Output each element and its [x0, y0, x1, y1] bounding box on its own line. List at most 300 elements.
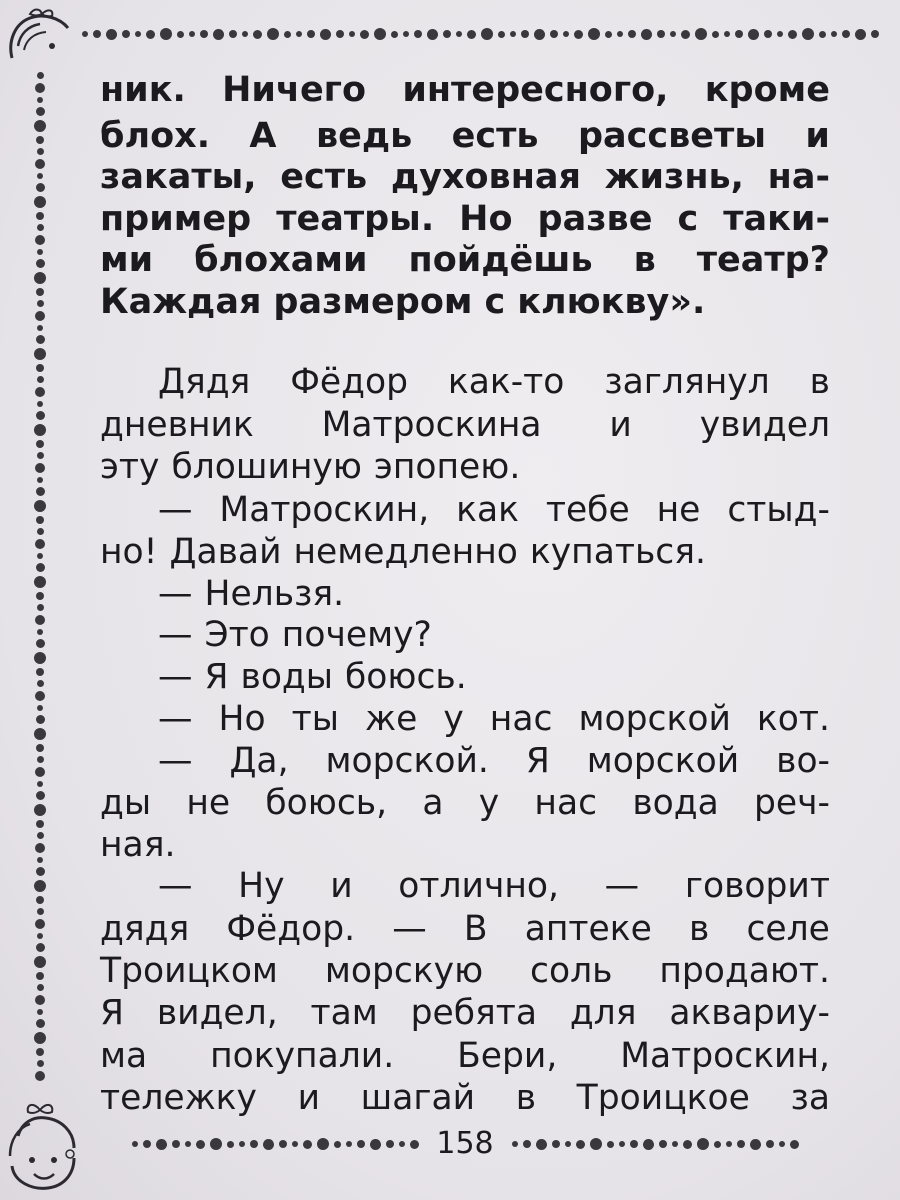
word: ребята: [410, 993, 537, 1033]
word: разве: [537, 199, 653, 239]
word: тележку: [100, 1078, 257, 1118]
word: —: [604, 866, 640, 906]
dot-ornament: [35, 311, 45, 321]
dot-ornament: [36, 259, 45, 268]
dot-ornament: [36, 1048, 44, 1056]
dot-ornament: [481, 28, 493, 40]
word: ник.: [100, 70, 186, 110]
word: в: [809, 362, 830, 402]
dot-ornament: [37, 1060, 44, 1067]
dot-ornament: [34, 424, 46, 436]
dot-ornament: [250, 1140, 258, 1148]
dot-ornament: [35, 235, 45, 245]
dot-ornament: [659, 1140, 667, 1148]
text-line: [158, 697, 830, 741]
dot-ornament: [607, 1141, 614, 1148]
dot-ornament: [37, 72, 44, 79]
dot-ornament: [36, 136, 44, 144]
dot-ornament: [683, 1140, 692, 1149]
dot-ornament: [498, 31, 505, 38]
word: закаты,: [100, 157, 257, 197]
dot-ornament: [641, 29, 652, 40]
dot-ornament: [766, 1140, 774, 1148]
dot-ornament: [35, 615, 45, 625]
word: Да,: [229, 741, 289, 781]
dot-ornament: [37, 933, 43, 939]
dot-ornament: [36, 896, 44, 904]
dot-ornament: [35, 995, 45, 1005]
dot-ornament: [790, 1140, 799, 1149]
dot-ornament: [605, 31, 612, 38]
word: у: [443, 699, 464, 739]
girl-face-icon: [4, 1096, 84, 1192]
dot-ornament: [726, 1141, 732, 1147]
dot-ornament: [619, 1141, 625, 1147]
word: и: [330, 866, 353, 906]
word: Троицком: [100, 951, 278, 991]
dot-ornament: [588, 28, 600, 40]
dot-ornament: [842, 30, 850, 38]
dot-ornament: [37, 629, 43, 635]
dot-ornament: [630, 1140, 638, 1148]
word: Я: [525, 741, 550, 781]
word: интересного,: [402, 70, 669, 110]
word: покупали.: [210, 1036, 395, 1076]
dot-ornament: [36, 487, 45, 496]
dot-ornament: [512, 1141, 518, 1147]
word: за: [790, 1078, 830, 1118]
dot-ornament: [831, 31, 837, 37]
dot-ornament: [748, 29, 759, 40]
dot-ornament: [35, 919, 45, 929]
word: там: [310, 993, 378, 1033]
dot-ornament: [36, 744, 44, 752]
text-line: [100, 823, 830, 867]
dot-ornament: [185, 1141, 191, 1147]
word: нас: [534, 783, 598, 823]
dot-ornament: [34, 196, 46, 208]
word: аквариу-: [669, 993, 830, 1033]
text-line: [100, 991, 830, 1035]
dot-ornament: [349, 31, 355, 37]
dot-ornament: [36, 212, 44, 220]
dot-ornament: [777, 31, 783, 37]
word: отлично,: [398, 866, 559, 906]
word: купаться.: [529, 532, 706, 572]
dot-ornament: [239, 1141, 245, 1147]
dot-ornament: [34, 576, 46, 588]
dot-ornament: [737, 1140, 745, 1148]
text-line: [100, 155, 830, 199]
text-line: [100, 949, 830, 993]
dot-ornament: [374, 28, 386, 40]
word: продают.: [659, 951, 830, 991]
dot-ornament: [34, 348, 46, 360]
dot-ornament: [36, 668, 44, 676]
dot-ornament: [750, 1139, 761, 1150]
word: —: [158, 490, 193, 530]
word: с: [484, 282, 506, 322]
dot-ornament: [200, 30, 208, 38]
dot-ornament: [536, 1139, 547, 1150]
word: реч-: [754, 783, 830, 823]
word: кот.: [756, 699, 830, 739]
dot-ornament: [135, 31, 141, 37]
word: духовная: [390, 157, 581, 197]
word: воды: [240, 657, 334, 697]
text-line: [158, 488, 830, 532]
dot-ornament: [37, 249, 43, 255]
dot-ornament: [35, 1071, 45, 1081]
dot-ornament: [36, 288, 44, 296]
word: блох.: [100, 116, 210, 156]
word: вода: [632, 783, 719, 823]
dot-ornament: [82, 31, 88, 37]
dot-ornament: [34, 652, 46, 664]
dot-ornament: [35, 767, 45, 777]
word: Нельзя.: [204, 574, 345, 614]
word: а: [422, 783, 444, 823]
text-line: [158, 613, 830, 657]
dot-ornament: [681, 30, 690, 39]
word: ведь: [315, 116, 413, 156]
dot-ornament: [37, 908, 44, 915]
word: Фёдор: [290, 362, 409, 402]
dot-ornament: [695, 28, 707, 40]
text-line: [100, 197, 830, 241]
dot-ornament: [37, 452, 44, 459]
word: видел,: [156, 993, 278, 1033]
word: есть: [451, 116, 539, 156]
dot-ornament: [764, 30, 772, 38]
word: Но: [459, 199, 513, 239]
dot-ornament: [467, 30, 476, 39]
word: в: [633, 240, 656, 280]
word: Но: [218, 699, 266, 739]
dot-ornament: [403, 31, 409, 37]
dot-ornament: [360, 30, 369, 39]
dot-ornament: [37, 1009, 43, 1015]
word: морской.: [325, 741, 489, 781]
page-number: 158: [436, 1126, 494, 1161]
word: же: [365, 699, 418, 739]
word: В: [463, 909, 488, 949]
text-line: [158, 572, 830, 616]
word: и: [805, 116, 830, 156]
word: эпопею.: [373, 447, 521, 487]
dot-ornament: [320, 29, 331, 40]
word: в: [688, 909, 710, 949]
dot-ornament: [523, 1140, 531, 1148]
word: во-: [776, 741, 830, 781]
dot-ornament: [196, 1140, 205, 1149]
text-line: [100, 238, 830, 282]
word: шагай: [360, 1078, 476, 1118]
dot-ornament: [37, 224, 44, 231]
word: ми: [100, 240, 154, 280]
dot-ornament: [590, 1138, 602, 1150]
word: не: [186, 783, 231, 823]
dot-ornament: [307, 30, 315, 38]
word: Каждая: [100, 282, 262, 322]
dot-ornament: [35, 539, 45, 549]
dot-ornament: [37, 857, 43, 863]
word: —: [392, 909, 427, 949]
dot-ornament: [35, 387, 45, 397]
dot-ornament: [35, 691, 45, 701]
dot-ornament: [643, 1139, 654, 1150]
dot-ornament: [37, 401, 43, 407]
dot-ornament: [410, 1140, 419, 1149]
word: для: [569, 993, 637, 1033]
word: Это: [204, 615, 270, 655]
dot-ornament: [37, 148, 44, 155]
dot-ornament: [574, 30, 583, 39]
dot-ornament: [37, 705, 43, 711]
dot-ornament: [35, 83, 45, 93]
dot-ornament: [34, 1032, 46, 1044]
word: аптеке: [524, 909, 652, 949]
dot-ornament: [563, 31, 569, 37]
word: боюсь,: [265, 783, 388, 823]
dot-ornament: [160, 28, 172, 40]
dot-ornament: [576, 1140, 585, 1149]
word: ты: [291, 699, 339, 739]
word: театры.: [276, 199, 435, 239]
dot-ornament: [628, 30, 636, 38]
dot-ornament: [521, 30, 529, 38]
dot-ornament: [106, 29, 117, 40]
word: тебе: [545, 490, 630, 530]
word: таки-: [723, 199, 830, 239]
word: пойдёшь: [408, 240, 593, 280]
word: Ну: [238, 866, 285, 906]
dot-ornament: [34, 272, 46, 284]
dot-ornament: [36, 516, 44, 524]
dot-ornament: [855, 29, 866, 40]
dot-ornament: [34, 120, 46, 132]
word: ная.: [100, 825, 176, 865]
dot-ornament: [37, 832, 44, 839]
bottom-dotted-border-right: [512, 1136, 812, 1152]
word: соль: [530, 951, 613, 991]
dot-ornament: [189, 31, 195, 37]
word: но!: [100, 532, 158, 572]
dot-ornament: [37, 97, 43, 103]
dot-ornament: [296, 31, 302, 37]
dot-ornament: [229, 30, 237, 38]
word: размером: [273, 282, 473, 322]
word: и: [609, 405, 632, 445]
dot-ornament: [336, 30, 344, 38]
dot-ornament: [456, 31, 462, 37]
word: не: [656, 490, 701, 530]
dot-ornament: [36, 440, 44, 448]
dot-ornament: [36, 715, 45, 724]
dot-ornament: [552, 1140, 560, 1148]
word: рассветы: [577, 116, 766, 156]
text-line: [100, 68, 830, 112]
text-line: [100, 1034, 830, 1078]
dot-ornament: [657, 30, 665, 38]
dot-ornament: [391, 31, 398, 38]
word: блошиную: [171, 447, 362, 487]
word: заглянул: [604, 362, 770, 402]
word: Фёдор.: [226, 909, 356, 949]
dot-ornament: [34, 804, 46, 816]
word: морской: [586, 741, 740, 781]
text-line: [100, 114, 830, 158]
word: дневник: [100, 405, 254, 445]
text-line: [100, 907, 830, 951]
dot-ornament: [242, 31, 248, 37]
dot-ornament: [35, 843, 45, 853]
word: Давай: [169, 532, 282, 572]
dot-ornament: [37, 300, 44, 307]
text-line: [100, 781, 830, 825]
word: кроме: [704, 70, 830, 110]
word: как: [456, 490, 519, 530]
word: театр?: [696, 240, 830, 280]
text-line: [158, 739, 830, 783]
dot-ornament: [37, 376, 44, 383]
dot-ornament: [346, 1141, 352, 1147]
dot-ornament: [735, 30, 743, 38]
word: —: [158, 741, 193, 781]
top-dotted-border: [82, 26, 882, 42]
word: пример: [100, 199, 252, 239]
word: селе: [746, 909, 830, 949]
dot-ornament: [37, 528, 44, 535]
dot-ornament: [227, 1141, 234, 1148]
bottom-dotted-border-left: [132, 1136, 422, 1152]
word: А: [249, 116, 277, 156]
word: боюсь.: [345, 657, 467, 697]
dot-ornament: [36, 411, 45, 420]
dot-ornament: [292, 1141, 298, 1147]
word: почему?: [281, 615, 432, 655]
dot-ornament: [34, 880, 46, 892]
dot-ornament: [37, 756, 44, 763]
dot-ornament: [724, 31, 730, 37]
dot-ornament: [37, 680, 44, 687]
dot-ornament: [510, 31, 516, 37]
text-line: [100, 530, 830, 574]
dot-ornament: [34, 728, 46, 740]
word: и: [297, 1078, 320, 1118]
dot-ornament: [37, 325, 43, 331]
dot-ornament: [36, 335, 45, 344]
left-dotted-border: [30, 72, 50, 1082]
word: стыд-: [727, 490, 830, 530]
word: немедленно: [293, 532, 518, 572]
dot-ornament: [177, 31, 184, 38]
word: ма: [100, 1036, 148, 1076]
dot-ornament: [213, 29, 224, 40]
text-line: [158, 360, 830, 404]
dot-ornament: [697, 1138, 709, 1150]
word: блохами: [194, 240, 368, 280]
text-line: [158, 655, 830, 699]
word: —: [158, 657, 193, 697]
text-line: [100, 403, 830, 447]
dot-ornament: [617, 31, 623, 37]
dot-ornament: [303, 1140, 312, 1149]
word: морскую: [324, 951, 484, 991]
word: Я: [100, 993, 124, 1033]
text-line: [158, 864, 830, 908]
dot-ornament: [37, 173, 43, 179]
dot-ornament: [36, 820, 44, 828]
dot-ornament: [370, 1139, 381, 1150]
girl-face-icon: [4, 6, 74, 66]
word: морской: [578, 699, 731, 739]
dot-ornament: [357, 1140, 365, 1148]
text-line: [100, 445, 830, 489]
dot-ornament: [670, 31, 676, 37]
word: нас: [489, 699, 553, 739]
dot-ornament: [802, 28, 814, 40]
text-line: [100, 280, 830, 324]
word: —: [158, 615, 193, 655]
dot-ornament: [399, 1141, 405, 1147]
dot-ornament: [36, 183, 45, 192]
word: —: [158, 699, 193, 739]
dot-ornament: [284, 31, 291, 38]
dot-ornament: [550, 30, 558, 38]
dot-ornament: [172, 1140, 180, 1148]
word: Матроскина: [321, 405, 542, 445]
word: эту: [100, 447, 160, 487]
dot-ornament: [672, 1141, 678, 1147]
dot-ornament: [819, 31, 826, 38]
dot-ornament: [267, 28, 279, 40]
dot-ornament: [36, 867, 45, 876]
dot-ornament: [132, 1141, 138, 1147]
word: у: [478, 783, 500, 823]
dot-ornament: [35, 463, 45, 473]
word: говорит: [684, 866, 830, 906]
dot-ornament: [37, 604, 44, 611]
dot-ornament: [414, 30, 422, 38]
dot-ornament: [156, 1139, 167, 1150]
dot-ornament: [36, 943, 45, 952]
dot-ornament: [93, 30, 101, 38]
word: есть: [280, 157, 368, 197]
dot-ornament: [143, 1140, 151, 1148]
word: ды: [100, 783, 152, 823]
dot-ornament: [37, 781, 43, 787]
dot-ornament: [36, 592, 44, 600]
word: клюкву».: [517, 282, 706, 322]
word: —: [158, 866, 193, 906]
dot-ornament: [36, 639, 45, 648]
dot-ornament: [263, 1139, 274, 1150]
dot-ornament: [210, 1138, 222, 1150]
dot-ornament: [37, 477, 43, 483]
dot-ornament: [714, 1141, 721, 1148]
dot-ornament: [36, 364, 44, 372]
word: увидел: [699, 405, 830, 445]
word: как-то: [447, 362, 565, 402]
dot-ornament: [37, 984, 44, 991]
dot-ornament: [36, 1019, 45, 1028]
dot-ornament: [146, 30, 155, 39]
word: с: [677, 199, 699, 239]
dot-ornament: [712, 31, 719, 38]
dot-ornament: [779, 1141, 785, 1147]
word: на-: [767, 157, 830, 197]
